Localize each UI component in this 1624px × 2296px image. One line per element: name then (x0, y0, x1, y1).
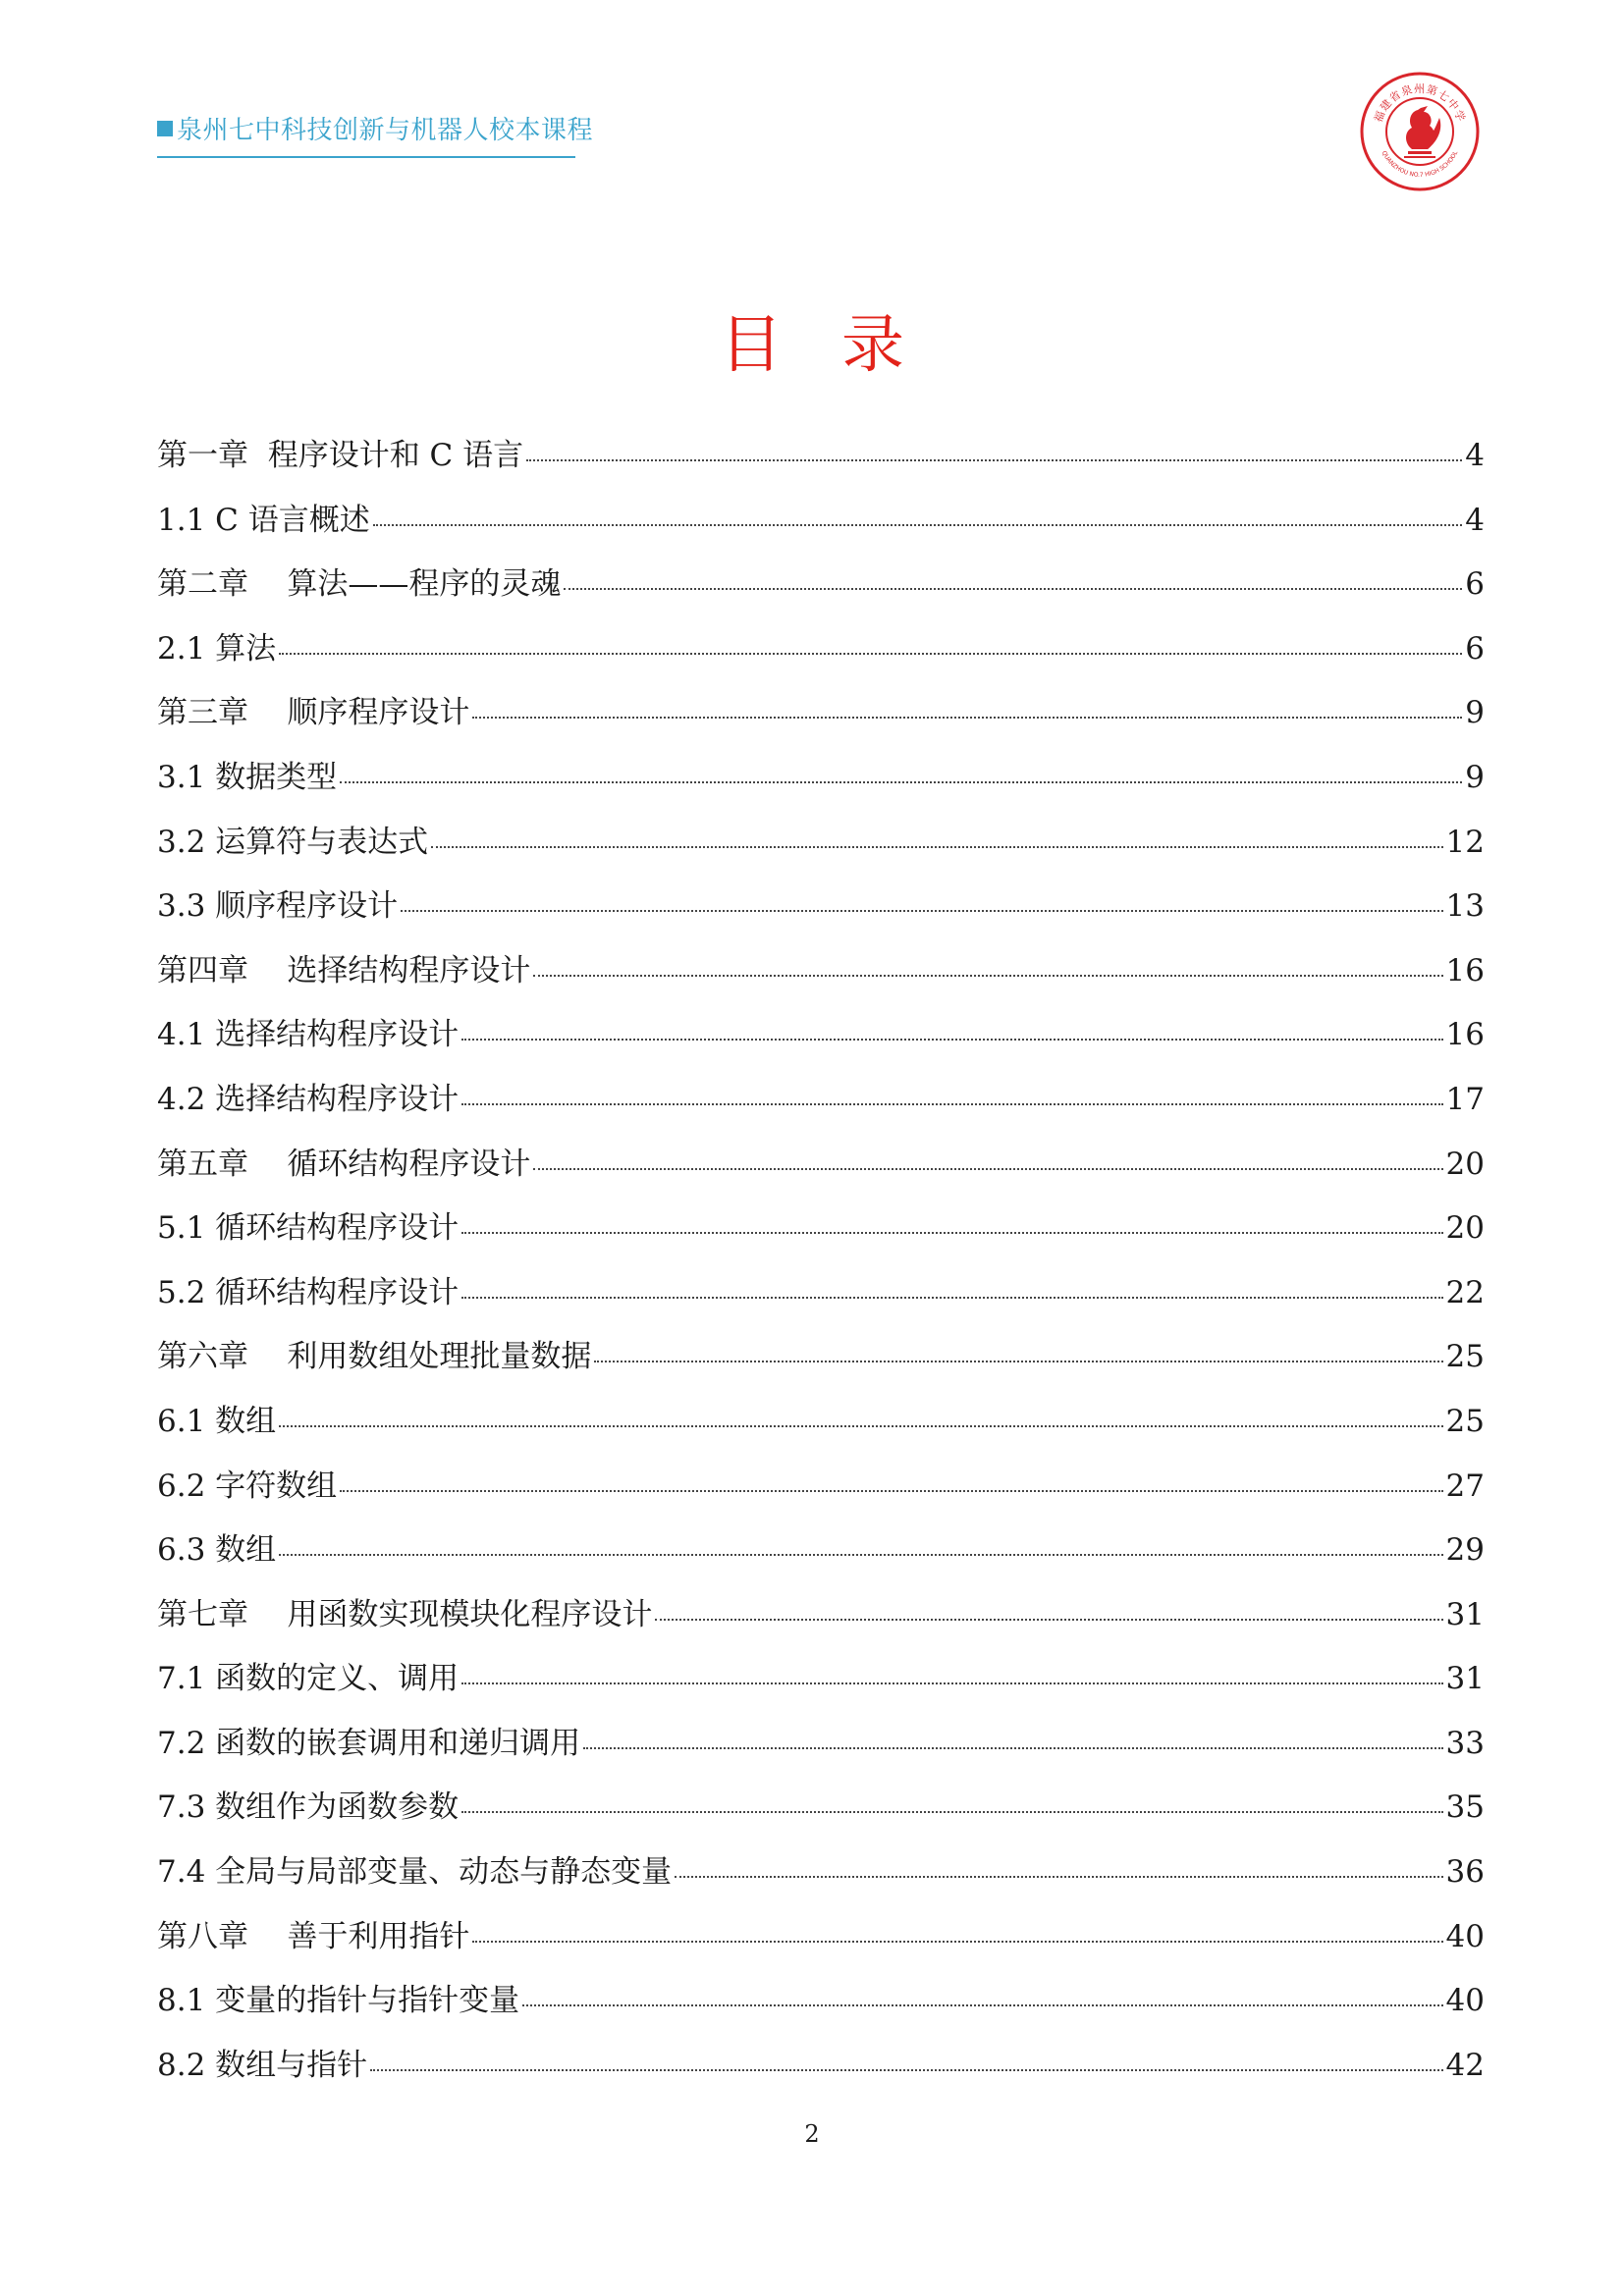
toc-dot-leader (373, 524, 1463, 526)
page-header (157, 110, 594, 158)
toc-dot-leader (370, 2069, 1442, 2071)
logo-text-top: 福建省泉州第七中学 (1372, 82, 1468, 125)
toc-entry[interactable] (157, 1782, 1485, 1846)
toc-entry-label: 1.1 C 语言概述 (157, 502, 370, 538)
toc-dot-leader (526, 459, 1462, 461)
toc-entry[interactable] (157, 1975, 1485, 2040)
toc-entry-label: 6.3 数组 (157, 1532, 277, 1569)
toc-dot-leader (472, 1941, 1442, 1943)
toc-entry[interactable] (157, 1074, 1485, 1139)
school-logo-icon (1359, 71, 1481, 192)
toc-dot-leader (533, 1168, 1442, 1170)
page-number: 2 (804, 2120, 820, 2148)
toc-dot-leader (461, 1811, 1442, 1813)
toc-entry-label: 第六章 利用数组处理批量数据 (157, 1339, 592, 1375)
toc-dot-leader (461, 1232, 1442, 1234)
toc-entry[interactable] (157, 1846, 1485, 1911)
toc-entry[interactable] (157, 1267, 1485, 1332)
toc-entry-page: 36 (1445, 1854, 1485, 1891)
toc-entry-label: 第八章 善于利用指针 (157, 1918, 470, 1954)
toc-entry[interactable] (157, 1589, 1485, 1654)
toc-entry-label: 3.1 数据类型 (157, 759, 338, 795)
toc-dot-leader (461, 1682, 1442, 1684)
toc-entry-label: 2.1 算法 (157, 630, 277, 667)
toc-entry-page: 6 (1465, 566, 1485, 603)
toc-entry-label: 3.3 顺序程序设计 (157, 888, 399, 925)
toc-entry[interactable] (157, 1396, 1485, 1461)
toc-entry-page: 29 (1445, 1532, 1485, 1569)
toc-entry[interactable] (157, 1718, 1485, 1783)
toc-dot-leader (431, 846, 1442, 848)
toc-entry-page: 31 (1445, 1661, 1485, 1697)
toc-entry[interactable] (157, 1911, 1485, 1976)
toc-entry-page: 20 (1445, 1146, 1485, 1182)
toc-dot-leader (522, 2004, 1442, 2006)
toc-entry-page: 9 (1465, 759, 1485, 795)
toc-entry-page: 27 (1445, 1468, 1485, 1504)
toc-entry-label: 第五章 循环结构程序设计 (157, 1146, 531, 1182)
toc-dot-leader (461, 1297, 1442, 1299)
toc-dot-leader (279, 1425, 1442, 1427)
toc-dot-leader (279, 653, 1462, 655)
toc-entry[interactable] (157, 945, 1485, 1010)
toc-entry[interactable] (157, 495, 1485, 560)
toc-entry-label: 3.2 运算符与表达式 (157, 824, 429, 860)
toc-dot-leader (461, 1103, 1442, 1105)
toc-entry-label: 7.3 数组作为函数参数 (157, 1789, 460, 1826)
toc-entry-page: 6 (1465, 630, 1485, 667)
toc-entry-label: 第二章 算法——程序的灵魂 (157, 566, 562, 603)
toc-entry-label: 5.2 循环结构程序设计 (157, 1274, 460, 1310)
toc-entry-page: 16 (1445, 1017, 1485, 1053)
toc-entry-page: 20 (1445, 1210, 1485, 1247)
toc-entry-label: 第七章 用函数实现模块化程序设计 (157, 1596, 653, 1632)
course-title (157, 110, 594, 146)
toc-entry-page: 22 (1445, 1274, 1485, 1310)
toc-entry[interactable] (157, 559, 1485, 623)
toc-entry[interactable] (157, 1461, 1485, 1525)
toc-entry-page: 9 (1465, 695, 1485, 731)
toc-dot-leader (675, 1876, 1442, 1878)
toc-entry-label: 6.1 数组 (157, 1403, 277, 1439)
toc-entry-label: 5.1 循环结构程序设计 (157, 1210, 460, 1247)
toc-dot-leader (461, 1039, 1442, 1041)
table-of-contents (157, 430, 1485, 2104)
toc-entry[interactable] (157, 817, 1485, 881)
toc-entry-page: 35 (1445, 1789, 1485, 1826)
toc-title: 目录 (720, 309, 963, 382)
toc-entry[interactable] (157, 2040, 1485, 2105)
toc-entry-label: 第三章 顺序程序设计 (157, 695, 470, 731)
toc-entry-label: 6.2 字符数组 (157, 1468, 338, 1504)
toc-entry-label: 4.2 选择结构程序设计 (157, 1081, 460, 1117)
toc-dot-leader (279, 1554, 1442, 1556)
toc-entry-page: 42 (1445, 2047, 1485, 2083)
toc-entry[interactable] (157, 752, 1485, 817)
toc-entry-page: 25 (1445, 1339, 1485, 1375)
toc-entry[interactable] (157, 881, 1485, 945)
toc-dot-leader (594, 1361, 1442, 1362)
header-square-icon (157, 121, 173, 136)
toc-entry[interactable] (157, 1653, 1485, 1718)
toc-entry-page: 33 (1445, 1725, 1485, 1761)
toc-entry-label: 第四章 选择结构程序设计 (157, 952, 531, 988)
toc-entry-label: 7.4 全局与局部变量、动态与静态变量 (157, 1854, 673, 1891)
toc-dot-leader (340, 781, 1462, 783)
toc-entry-label: 7.2 函数的嵌套调用和递归调用 (157, 1725, 581, 1761)
toc-entry[interactable] (157, 687, 1485, 752)
toc-dot-leader (564, 588, 1462, 590)
toc-entry-page: 4 (1465, 438, 1485, 473)
toc-entry-label: 第一章 程序设计和 C 语言 (157, 438, 524, 473)
toc-entry-label: 4.1 选择结构程序设计 (157, 1017, 460, 1053)
toc-entry-page: 40 (1445, 1983, 1485, 2019)
toc-dot-leader (583, 1747, 1442, 1749)
toc-entry-label: 8.1 变量的指针与指针变量 (157, 1983, 520, 2019)
toc-entry-page: 17 (1445, 1081, 1485, 1117)
toc-entry[interactable] (157, 1139, 1485, 1203)
course-title-text: 泉州七中科技创新与机器人校本课程 (177, 116, 594, 145)
toc-entry-page: 31 (1445, 1596, 1485, 1632)
toc-entry[interactable] (157, 623, 1485, 688)
toc-dot-leader (472, 717, 1462, 719)
header-rule (157, 156, 575, 158)
toc-dot-leader (533, 975, 1442, 977)
logo-text-bottom: QUANZHOU NO.7 HIGH SCHOOL (1380, 149, 1460, 180)
toc-entry-page: 16 (1445, 952, 1485, 988)
toc-entry-label: 7.1 函数的定义、调用 (157, 1661, 460, 1697)
toc-entry[interactable] (157, 1009, 1485, 1074)
toc-entry[interactable] (157, 1331, 1485, 1396)
toc-entry-page: 25 (1445, 1403, 1485, 1439)
toc-entry-page: 13 (1445, 888, 1485, 925)
toc-entry[interactable] (157, 1524, 1485, 1589)
toc-dot-leader (340, 1490, 1442, 1492)
toc-entry-label: 8.2 数组与指针 (157, 2047, 368, 2083)
toc-entry-page: 12 (1445, 824, 1485, 860)
toc-dot-leader (401, 910, 1442, 912)
toc-entry[interactable] (157, 430, 1485, 495)
toc-entry[interactable] (157, 1202, 1485, 1267)
toc-entry-page: 4 (1465, 502, 1485, 538)
toc-entry-page: 40 (1445, 1918, 1485, 1954)
toc-dot-leader (655, 1619, 1442, 1621)
